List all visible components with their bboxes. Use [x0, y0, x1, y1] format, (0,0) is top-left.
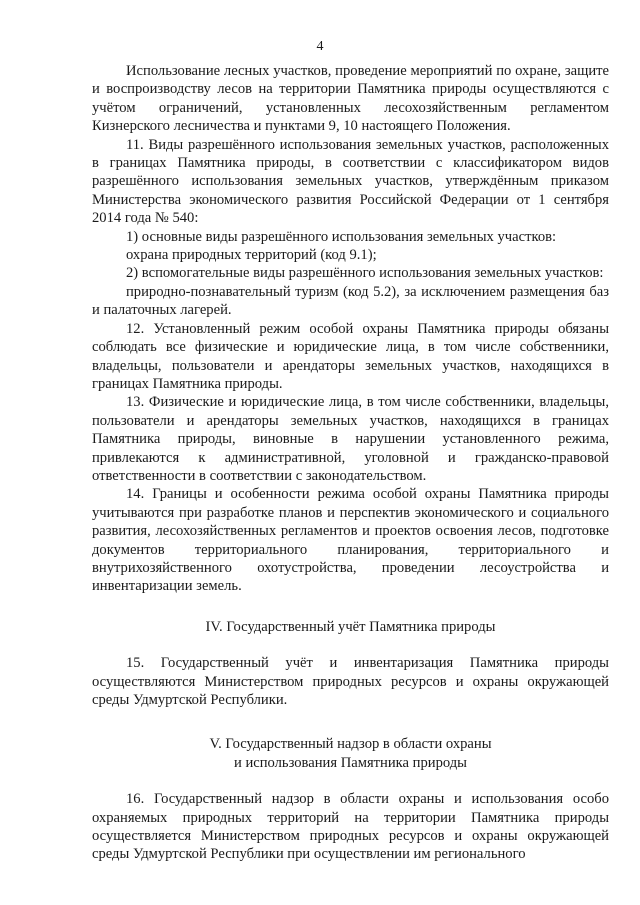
- section-heading-v-line1: V. Государственный надзор в области охраны: [209, 736, 492, 753]
- paragraph-forest-use: Использование лесных участков, проведение мероприятий по охране, защите и воспроизводству лесов на территории Памятника природы осуществляются с учётом ограничений, установленных лесохозяйственным регламентом Кизнерского лесничества и пунктами 9, 10 настоящего Положения.: [92, 63, 609, 135]
- paragraph-11-auxiliary-types-item: природно-познавательный туризм (код 5.2), за исключением размещения баз и палаточных лагерей.: [92, 283, 609, 319]
- paragraph-11-auxiliary-types: 2) вспомогательные виды разрешённого использования земельных участков:: [126, 265, 604, 282]
- paragraph-14-planning: 14. Границы и особенности режима особой охраны Памятника природы учитываются при разработке планов и перспектив экономического и социального развития, лесохозяйственных регламентов и проектов освоения лесов, подготовке документов территориального планирования, территориального и внутрихозяйственного охотустройства, проведении лесоустройства и инвентаризации земель.: [92, 486, 609, 595]
- paragraph-16-state-supervision: 16. Государственный надзор в области охраны и использования особо охраняемых природных территорий на территории Памятника природы осуществляется Министерством природных ресурсов и охраны окружающей среды Удмуртской Республики при осуществлении им регионального: [92, 791, 609, 863]
- document-body: [92, 62, 609, 864]
- paragraph-11-main-types: 1) основные виды разрешённого использования земельных участков:: [126, 228, 557, 245]
- section-heading-v-line2: и использования Памятника природы: [233, 754, 467, 771]
- paragraph-11-main-types-item: охрана природных территорий (код 9.1);: [126, 247, 377, 264]
- section-heading-iv: IV. Государственный учёт Памятника природы: [205, 618, 496, 635]
- section-heading-v: [92, 735, 609, 772]
- paragraph-12-protection-regime: 12. Установленный режим особой охраны Памятника природы обязаны соблюдать все физические и юридические лица, в том числе собственники, владельцы, пользователи и арендаторы земельных участков, находящихся в границах Памятника природы.: [92, 320, 609, 392]
- paragraph-13-liability: 13. Физические и юридические лица, в том числе собственники, владельцы, пользователи и арендаторы земельных участков, находящихся в границах Памятника природы, виновные в нарушении установленного режима, привлекаются к административной, уголовной и гражданско-правовой ответственности в соответствии с законодательством.: [92, 394, 609, 484]
- paragraph-15-state-accounting: 15. Государственный учёт и инвентаризация Памятника природы осуществляются Министерством природных ресурсов и охраны окружающей среды Удмуртской Республики.: [92, 655, 609, 708]
- page-number: 4: [316, 39, 324, 54]
- paragraph-11-permitted-use: 11. Виды разрешённого использования земельных участков, расположенных в границах Памятника природы, в соответствии с классификатором видов разрешённого использования земельных участков, утверждённым приказом Министерства экономического развития Российской Федерации от 1 сентября 2014 года № 540:: [92, 136, 609, 227]
